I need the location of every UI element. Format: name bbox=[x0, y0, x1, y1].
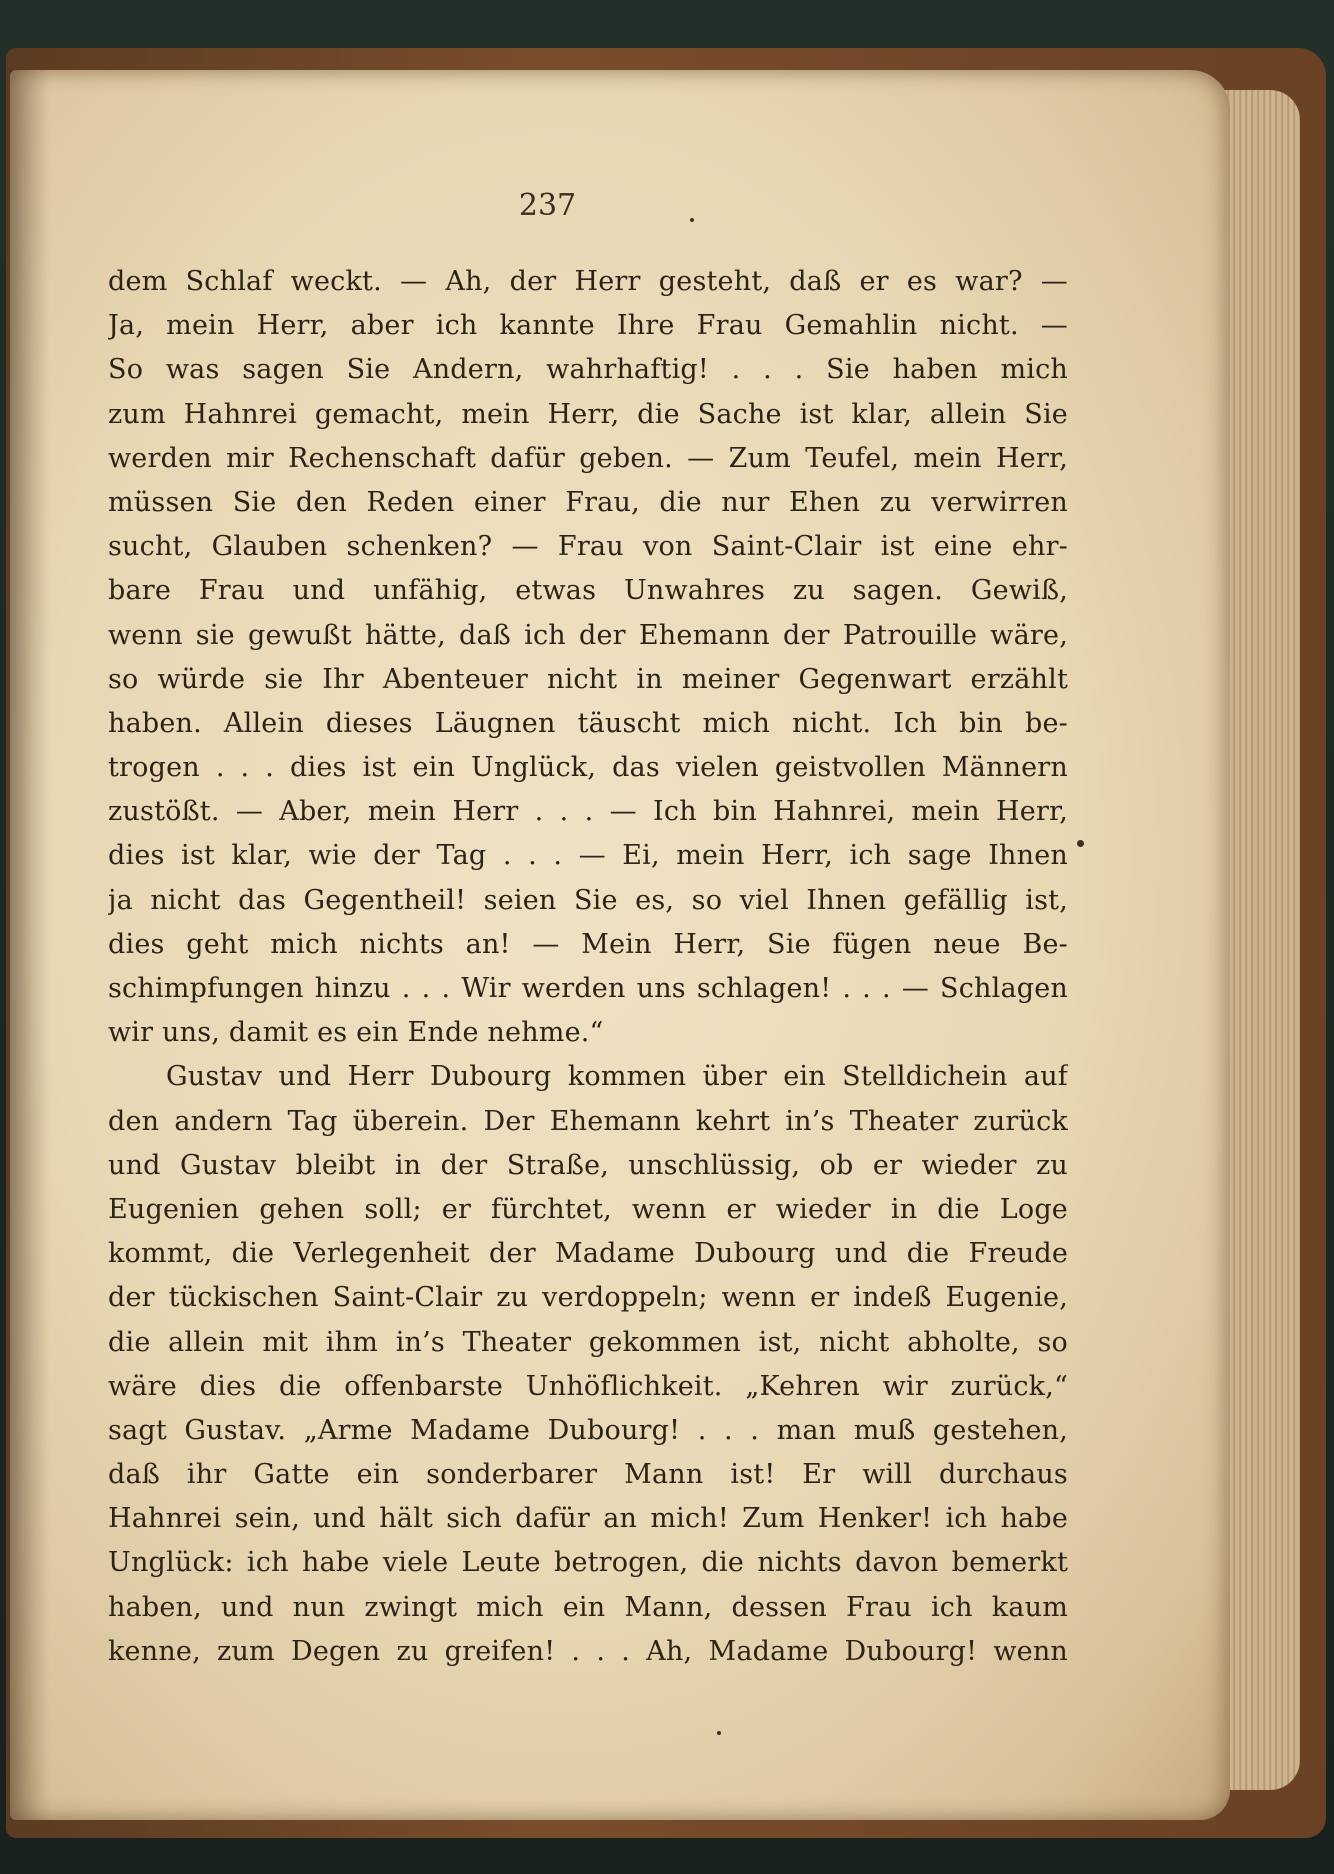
text-line: daß ihr Gatte ein sonderbarer Mann ist! Er will durchaus bbox=[108, 1459, 1068, 1491]
text-line: Hahnrei sein, und hält sich dafür an mich! Zum Henker! ich habe bbox=[108, 1503, 1068, 1535]
paper-speck bbox=[717, 1731, 721, 1735]
text-line: dies geht mich nichts an! — Mein Herr, Sie fügen neue Be- bbox=[108, 928, 1068, 960]
text-line: schimpfungen hinzu . . . Wir werden uns schlagen! . . . — Schlagen bbox=[108, 973, 1068, 1004]
text-line: die allein mit ihm in’s Theater gekommen ist, nicht abholte, so bbox=[108, 1326, 1068, 1358]
text-line: Ja, mein Herr, aber ich kannte Ihre Frau Gemahlin nicht. — bbox=[108, 310, 1068, 342]
text-line: kenne, zum Degen zu greifen! . . . Ah, Madame Dubourg! wenn bbox=[108, 1635, 1068, 1667]
text-line: kommt, die Verlegenheit der Madame Dubourg und die Freude bbox=[108, 1238, 1068, 1270]
text-line: Unglück: ich habe viele Leute betrogen, die nichts davon bemerkt bbox=[108, 1547, 1068, 1579]
text-line: so würde sie Ihr Abenteuer nicht in meiner Gegenwart erzählt bbox=[108, 663, 1068, 695]
text-line: sagt Gustav. „Arme Madame Dubourg! . . . man muß gestehen, bbox=[108, 1414, 1068, 1446]
text-line: und Gustav bleibt in der Straße, unschlüssig, ob er wieder zu bbox=[108, 1149, 1068, 1181]
text-line: dies ist klar, wie der Tag . . . — Ei, mein Herr, ich sage Ihnen bbox=[108, 840, 1068, 872]
text-line: bare Frau und unfähig, etwas Unwahres zu sagen. Gewiß, bbox=[108, 575, 1068, 607]
text-line: den andern Tag überein. Der Ehemann kehrt in’s Theater zurück bbox=[108, 1105, 1068, 1137]
text-line: zustößt. — Aber, mein Herr . . . — Ich bin Hahnrei, mein Herr, bbox=[108, 796, 1068, 828]
text-line: müssen Sie den Reden einer Frau, die nur Ehen zu verwirren bbox=[108, 486, 1068, 518]
text-line: werden mir Rechenschaft dafür geben. — Zum Teufel, mein Herr, bbox=[108, 442, 1068, 474]
paper-speck bbox=[690, 218, 694, 222]
text-line: wäre dies die offenbarste Unhöflichkeit. „Kehren wir zurück,“ bbox=[108, 1370, 1068, 1402]
text-line: dem Schlaf weckt. — Ah, der Herr gesteht, daß er es war? — bbox=[108, 266, 1068, 297]
text-line: So was sagen Sie Andern, wahrhaftig! . . . Sie haben mich bbox=[108, 354, 1068, 386]
text-line: Gustav und Herr Dubourg kommen über ein Stelldichein auf bbox=[166, 1061, 1068, 1093]
text-line: ja nicht das Gegentheil! seien Sie es, so viel Ihnen gefällig ist, bbox=[108, 884, 1068, 916]
text-line: wir uns, damit es ein Ende nehme.“ bbox=[108, 1017, 604, 1049]
page-number: 237 bbox=[518, 188, 577, 223]
book-page bbox=[10, 70, 1230, 1820]
text-line: trogen . . . dies ist ein Unglück, das vielen geistvollen Männern bbox=[108, 752, 1068, 784]
paper-speck bbox=[1077, 840, 1084, 847]
text-line: haben. Allein dieses Läugnen täuscht mich nicht. Ich bin be- bbox=[108, 707, 1068, 739]
text-line: wenn sie gewußt hätte, daß ich der Ehemann der Patrouille wäre, bbox=[108, 619, 1068, 651]
text-line: sucht, Glauben schenken? — Frau von Saint-Clair ist eine ehr- bbox=[108, 531, 1068, 563]
text-line: zum Hahnrei gemacht, mein Herr, die Sache ist klar, allein Sie bbox=[108, 398, 1068, 430]
text-line: Eugenien gehen soll; er fürchtet, wenn er wieder in die Loge bbox=[108, 1193, 1068, 1225]
page-gutter-shadow bbox=[10, 70, 50, 1820]
text-line: haben, und nun zwingt mich ein Mann, dessen Frau ich kaum bbox=[108, 1591, 1068, 1623]
body-text bbox=[108, 260, 1068, 1674]
text-line: der tückischen Saint-Clair zu verdoppeln; wenn er indeß Eugenie, bbox=[108, 1282, 1068, 1314]
